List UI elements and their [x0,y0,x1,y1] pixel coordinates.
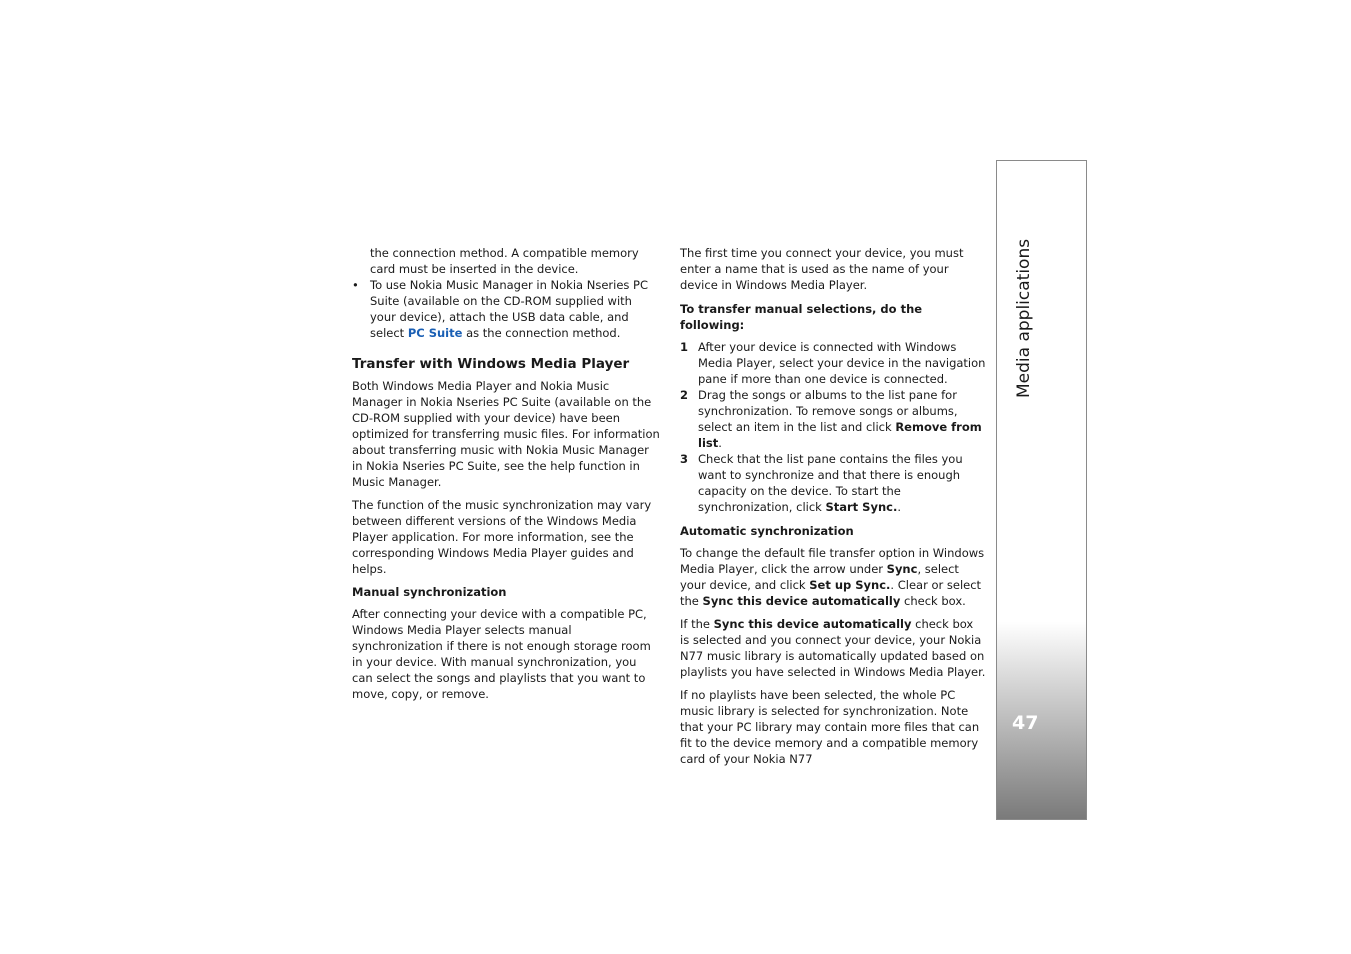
step-text: Check that the list pane contains the files you want to synchronize and that there is enough capacity on the device. To start the synchronization, click [698,452,963,514]
subheading-manual-sync: Manual synchronization [352,585,507,599]
text-run: , select your device, and click [680,562,959,592]
continuation-text: the connection method. A compatible memory card must be inserted in the device. [370,246,639,276]
sync-automatically-label: Sync this device automatically [702,594,901,608]
subheading-automatic-sync: Automatic synchronization [680,524,854,538]
step-number: 3 [680,452,689,466]
section-heading: Transfer with Windows Media Player [352,356,630,372]
sync-automatically-label: Sync this device automatically [713,617,912,631]
bullet-text-end: as the connection method. [462,326,621,340]
list-item [352,277,660,341]
step-number: 1 [680,340,689,354]
text-run: . Clear or select the [680,578,982,608]
step-item [680,339,986,387]
step-text-end: . [897,500,901,514]
bullet-marker: • [352,278,359,292]
bullet-text-start: To use Nokia Music Manager in Nokia Nseries PC Suite (available on the CD-ROM supplied with your device), attach the USB data cable, and select [370,278,649,340]
chapter-title-text: Media applications [1014,238,1034,398]
step-number: 2 [680,388,689,402]
pc-suite-link[interactable]: PC Suite [407,326,463,340]
start-sync-label: Start Sync. [825,500,898,514]
paragraph [680,616,986,680]
paragraph: The function of the music synchronization may vary between different versions of the Windows Media Player application. For more information, see the corresponding Windows Media Player guides and helps. [352,498,652,576]
steps-heading: To transfer manual selections, do the following: [680,302,923,332]
paragraph [680,545,986,609]
intro-paragraph: The first time you connect your device, you must enter a name that is used as the name of your device in Windows Media Player. [680,246,964,292]
paragraph: Both Windows Media Player and Nokia Music Manager in Nokia Nseries PC Suite (available on the CD-ROM supplied with your device) have been optimized for transferring music files. For information about transferring music with Nokia Music Manager in Nokia Nseries PC Suite, see the help function in Music Manager. [352,379,660,489]
set-up-sync-label: Set up Sync. [809,578,891,592]
right-column [680,245,986,767]
left-column [352,245,660,702]
step-item [680,451,986,515]
paragraph: If no playlists have been selected, the whole PC music library is selected for synchronization. Note that your PC library may contain more files that can fit to the device memory and a compatible memory card of your Nokia N77 [680,688,980,766]
chapter-title [1012,238,1036,398]
page-number: 47 [1012,712,1039,734]
step-text: Drag the songs or albums to the list pane for synchronization. To remove songs or albums, select an item in the list and click [698,388,958,434]
text-run: check box. [900,594,966,608]
paragraph: After connecting your device with a compatible PC, Windows Media Player selects manual synchronization if there is not enough storage room in your device. With manual synchronization, you can select the songs and playlists that you want to move, copy, or remove. [352,607,651,701]
text-run: check box is selected and you connect your device, your Nokia N77 music library is automatically updated based on playlists you have selected in Windows Media Player. [680,617,986,679]
text-run: If the [680,617,714,631]
sync-label: Sync [886,562,918,576]
remove-from-list-label: Remove from list [698,420,982,450]
step-text: After your device is connected with Windows Media Player, select your device in the navigation pane if more than one device is connected. [698,340,986,386]
step-text-end: . [718,436,722,450]
step-item [680,387,986,451]
text-run: To change the default file transfer option in Windows Media Player, click the arrow under [680,546,985,576]
chapter-sidebar [996,160,1087,820]
